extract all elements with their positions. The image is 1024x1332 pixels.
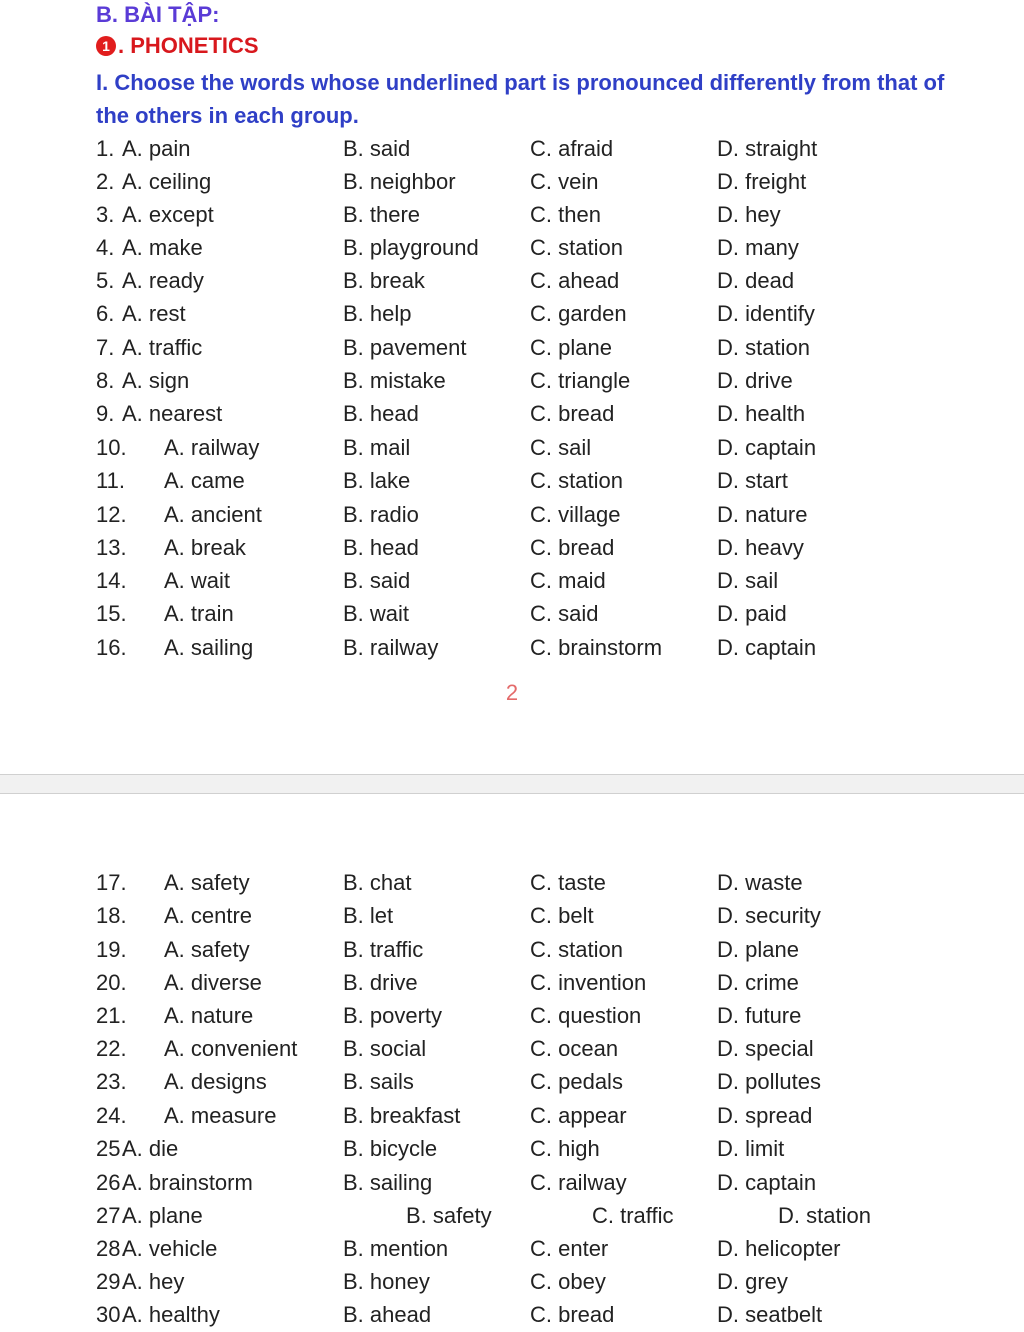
question-row: [0, 1232, 1024, 1265]
option-a: A. die: [122, 1136, 179, 1161]
question-row: [0, 966, 1024, 999]
option-c: C. vein: [530, 169, 599, 194]
question-row: [0, 165, 1024, 198]
question-number: 13.: [96, 535, 127, 560]
option-a: A. safety: [164, 870, 250, 895]
option-d: D. straight: [717, 136, 818, 161]
option-a: A. brainstorm: [122, 1170, 253, 1195]
option-b: B. radio: [343, 502, 419, 527]
option-b: B. traffic: [343, 937, 424, 962]
option-d: D. seatbelt: [717, 1302, 823, 1327]
question-row: [0, 1132, 1024, 1165]
question-number: 16.: [96, 635, 127, 660]
question-number: 7.: [96, 335, 115, 360]
option-d: D. station: [778, 1203, 871, 1228]
option-d: D. many: [717, 235, 799, 260]
option-b: B. let: [343, 903, 394, 928]
option-d: D. limit: [717, 1136, 785, 1161]
option-a: A. measure: [164, 1103, 277, 1128]
option-c: C. triangle: [530, 368, 631, 393]
question-number: 1.: [96, 136, 115, 161]
question-row: [0, 1032, 1024, 1065]
option-a: A. ancient: [164, 502, 262, 527]
option-c: C. afraid: [530, 136, 614, 161]
option-d: D. waste: [717, 870, 803, 895]
question-number: 28.: [96, 1236, 127, 1261]
option-b: B. drive: [343, 970, 418, 995]
question-row: [0, 364, 1024, 397]
question-number: 19.: [96, 937, 127, 962]
question-number: 5.: [96, 268, 115, 293]
option-b: B. help: [343, 301, 412, 326]
option-b: B. head: [343, 401, 419, 426]
question-row: [0, 1166, 1024, 1199]
option-c: C. garden: [530, 301, 627, 326]
question-row: [0, 331, 1024, 364]
question-number: 24.: [96, 1103, 127, 1128]
option-c: C. question: [530, 1003, 642, 1028]
option-b: B. mention: [343, 1236, 449, 1261]
option-a: A. except: [122, 202, 214, 227]
option-c: C. ahead: [530, 268, 620, 293]
option-b: B. bicycle: [343, 1136, 438, 1161]
option-a: A. traffic: [122, 335, 203, 360]
option-d: D. nature: [717, 502, 808, 527]
option-c: C. traffic: [592, 1203, 674, 1228]
option-d: D. dead: [717, 268, 795, 293]
option-d: D. future: [717, 1003, 802, 1028]
option-b: B. honey: [343, 1269, 430, 1294]
option-b: B. chat: [343, 870, 412, 895]
option-c: C. invention: [530, 970, 647, 995]
option-a: A. ceiling: [122, 169, 212, 194]
option-c: C. station: [530, 468, 623, 493]
option-c: C. station: [530, 235, 623, 260]
option-d: D. paid: [717, 601, 787, 626]
option-c: C. then: [530, 202, 601, 227]
question-row: [0, 899, 1024, 932]
option-d: D. health: [717, 401, 806, 426]
question-number: 17.: [96, 870, 127, 895]
option-d: D. station: [717, 335, 810, 360]
option-c: C. said: [530, 601, 599, 626]
option-b: B. sailing: [343, 1170, 433, 1195]
question-row: [0, 464, 1024, 497]
option-d: D. captain: [717, 635, 817, 660]
section-title: [96, 33, 259, 59]
option-d: D. hey: [717, 202, 781, 227]
question-row: [0, 531, 1024, 564]
question-row: [0, 1099, 1024, 1132]
question-row: [0, 1199, 1024, 1232]
question-number: 3.: [96, 202, 115, 227]
option-d: D. grey: [717, 1269, 788, 1294]
option-b: B. social: [343, 1036, 427, 1061]
option-a: A. hey: [122, 1269, 185, 1294]
option-c: C. village: [530, 502, 621, 527]
option-a: A. sign: [122, 368, 190, 393]
question-row: [0, 431, 1024, 464]
question-row: [0, 933, 1024, 966]
option-b: B. head: [343, 535, 419, 560]
question-row: [0, 264, 1024, 297]
option-b: B. said: [343, 136, 411, 161]
option-a: A. plane: [122, 1203, 203, 1228]
option-d: D. captain: [717, 1170, 817, 1195]
option-a: A. safety: [164, 937, 250, 962]
option-a: A. healthy: [122, 1302, 220, 1327]
option-b: B. neighbor: [343, 169, 456, 194]
option-c: C. bread: [530, 1302, 615, 1327]
option-c: C. belt: [530, 903, 594, 928]
option-d: D. freight: [717, 169, 807, 194]
option-a: A. break: [164, 535, 246, 560]
section-number-badge: 1: [96, 36, 116, 56]
option-d: D. identify: [717, 301, 815, 326]
option-a: A. wait: [164, 568, 231, 593]
question-number: 22.: [96, 1036, 127, 1061]
option-b: B. mail: [343, 435, 411, 460]
option-b: B. there: [343, 202, 421, 227]
option-a: A. vehicle: [122, 1236, 218, 1261]
option-c: C. maid: [530, 568, 606, 593]
instruction: I. Choose the words whose underlined part is pronounced differently from that of the others in each group.: [96, 70, 945, 128]
question-number: 18.: [96, 903, 127, 928]
option-b: B. mistake: [343, 368, 446, 393]
question-row: [0, 597, 1024, 630]
option-d: D. plane: [717, 937, 799, 962]
question-number: 4.: [96, 235, 115, 260]
option-b: B. pavement: [343, 335, 467, 360]
option-a: A. diverse: [164, 970, 262, 995]
question-row: [0, 397, 1024, 430]
question-number: 2.: [96, 169, 115, 194]
option-b: B. safety: [406, 1203, 492, 1228]
option-b: B. playground: [343, 235, 479, 260]
question-number: 25.: [96, 1136, 127, 1161]
option-c: C. plane: [530, 335, 612, 360]
question-number: 10.: [96, 435, 127, 460]
question-number: 15.: [96, 601, 127, 626]
option-c: C. brainstorm: [530, 635, 663, 660]
option-a: A. rest: [122, 301, 186, 326]
option-a: A. pain: [122, 136, 191, 161]
question-number: 14.: [96, 568, 127, 593]
question-row: [0, 631, 1024, 664]
question-row: [0, 1298, 1024, 1331]
option-c: C. obey: [530, 1269, 606, 1294]
option-c: C. high: [530, 1136, 600, 1161]
option-b: B. poverty: [343, 1003, 443, 1028]
question-number: 23.: [96, 1069, 127, 1094]
question-row: [0, 866, 1024, 899]
option-d: D. sail: [717, 568, 779, 593]
option-d: D. security: [717, 903, 821, 928]
question-number: 9.: [96, 401, 115, 426]
option-b: B. said: [343, 568, 411, 593]
option-a: A. centre: [164, 903, 253, 928]
option-c: C. enter: [530, 1236, 609, 1261]
question-row: [0, 1265, 1024, 1298]
question-number: 21.: [96, 1003, 127, 1028]
option-c: C. station: [530, 937, 623, 962]
option-c: C. bread: [530, 535, 615, 560]
option-a: A. ready: [122, 268, 204, 293]
option-a: A. designs: [164, 1069, 267, 1094]
option-c: C. railway: [530, 1170, 627, 1195]
question-number: 30.: [96, 1302, 127, 1327]
option-c: C. taste: [530, 870, 606, 895]
option-a: A. make: [122, 235, 203, 260]
option-a: A. came: [164, 468, 245, 493]
question-row: [0, 1065, 1024, 1098]
option-a: A. train: [164, 601, 234, 626]
option-a: A. nature: [164, 1003, 254, 1028]
option-d: D. captain: [717, 435, 817, 460]
question-number: 6.: [96, 301, 115, 326]
question-row: [0, 132, 1024, 165]
option-a: A. railway: [164, 435, 260, 460]
option-d: D. helicopter: [717, 1236, 841, 1261]
option-c: C. pedals: [530, 1069, 623, 1094]
question-row: [0, 297, 1024, 330]
question-number: 27.: [96, 1203, 127, 1228]
question-number: 20.: [96, 970, 127, 995]
option-b: B. ahead: [343, 1302, 432, 1327]
option-b: B. railway: [343, 635, 439, 660]
option-a: A. convenient: [164, 1036, 298, 1061]
option-d: D. start: [717, 468, 788, 493]
option-d: D. drive: [717, 368, 793, 393]
option-d: D. special: [717, 1036, 814, 1061]
option-b: B. lake: [343, 468, 411, 493]
question-number: 12.: [96, 502, 127, 527]
question-row: [0, 564, 1024, 597]
exercise-heading: B. BÀI TẬP:: [96, 2, 220, 27]
option-c: C. sail: [530, 435, 592, 460]
option-a: A. nearest: [122, 401, 223, 426]
option-b: B. break: [343, 268, 425, 293]
option-d: D. crime: [717, 970, 799, 995]
question-number: 29.: [96, 1269, 127, 1294]
option-b: B. sails: [343, 1069, 414, 1094]
question-number: 26.: [96, 1170, 127, 1195]
question-number: 11.: [96, 468, 125, 493]
question-number: 8.: [96, 368, 115, 393]
page-number: 2: [505, 680, 519, 705]
question-row: [0, 498, 1024, 531]
option-d: D. spread: [717, 1103, 813, 1128]
page-separator: [0, 774, 1024, 794]
option-c: C. ocean: [530, 1036, 619, 1061]
question-row: [0, 231, 1024, 264]
option-d: D. pollutes: [717, 1069, 821, 1094]
question-row: [0, 198, 1024, 231]
option-b: B. breakfast: [343, 1103, 461, 1128]
option-c: C. appear: [530, 1103, 627, 1128]
section-title-text: . PHONETICS: [118, 33, 259, 58]
question-row: [0, 999, 1024, 1032]
option-d: D. heavy: [717, 535, 804, 560]
option-c: C. bread: [530, 401, 615, 426]
option-a: A. sailing: [164, 635, 254, 660]
option-b: B. wait: [343, 601, 410, 626]
